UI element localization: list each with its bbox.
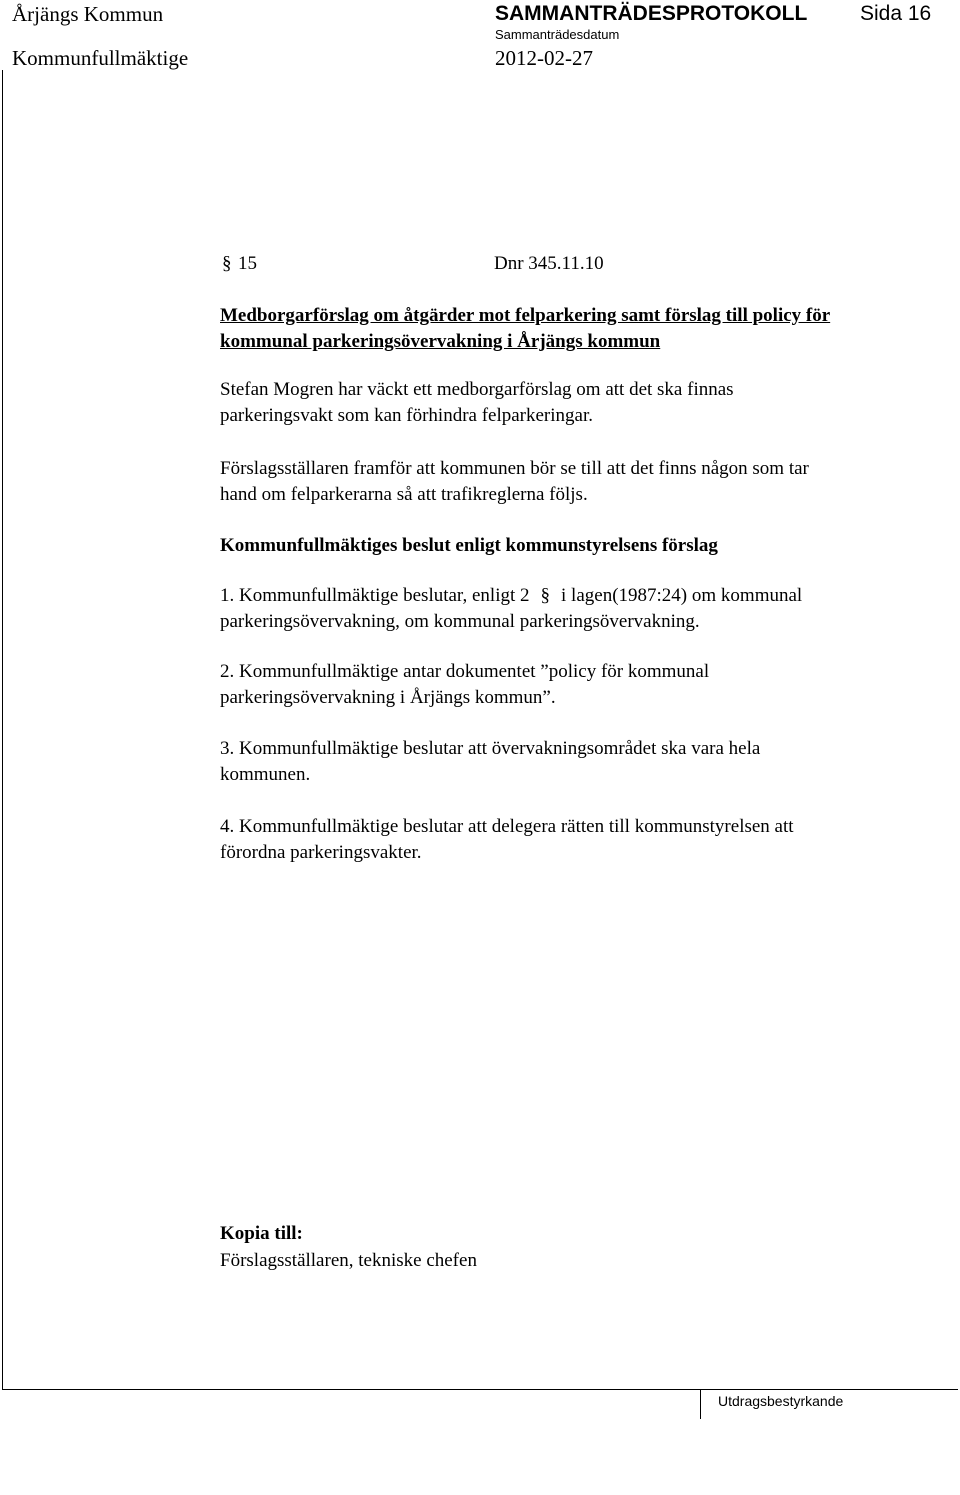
- item-heading-line-1: Medborgarförslag om åtgärder mot felparkering samt förslag till policy för: [220, 305, 831, 326]
- organization-name: Årjängs Kommun: [12, 2, 164, 26]
- decision-1-section-symbol: §: [540, 585, 551, 606]
- assembly-name: Kommunfullmäktige: [12, 46, 189, 70]
- decision-3-line-2: kommunen.: [220, 764, 311, 785]
- decision-3: [220, 736, 940, 788]
- left-margin-line: [2, 70, 3, 1390]
- decision-2-line-2: parkeringsövervakning i Årjängs kommun”.: [220, 687, 556, 708]
- decision-heading-text: Kommunfullmäktiges beslut enligt kommunstyrelsens förslag: [220, 535, 718, 556]
- footer-column-line: [700, 1389, 701, 1419]
- decision-4-line-2: förordna parkeringsvakter.: [220, 842, 422, 863]
- section-symbol: §: [222, 253, 232, 274]
- document-title: SAMMANTRÄDESPROTOKOLL: [495, 2, 808, 25]
- page-number: Sida 16: [860, 2, 932, 25]
- decision-1-text-start: 1. Kommunfullmäktige beslutar, enligt 2: [220, 585, 530, 606]
- proposal-paragraph: [220, 456, 940, 508]
- meeting-date-label: Sammanträdesdatum: [495, 27, 620, 42]
- proposal-line-2: hand om felparkerarna så att trafikreglerna följs.: [220, 484, 588, 505]
- attestation-label: Utdragsbestyrkande: [718, 1393, 844, 1409]
- decision-4-line-1: 4. Kommunfullmäktige beslutar att delegera rätten till kommunstyrelsen att: [220, 816, 794, 837]
- diary-number: Dnr 345.11.10: [494, 253, 604, 274]
- copy-recipients: Förslagsställaren, tekniske chefen: [220, 1250, 477, 1271]
- decision-heading: [220, 533, 940, 559]
- item-heading: [220, 303, 940, 355]
- footer-divider-line: [2, 1389, 958, 1390]
- decision-2-line-1: 2. Kommunfullmäktige antar dokumentet ”policy för kommunal: [220, 661, 710, 682]
- meeting-date: 2012-02-27: [495, 46, 593, 70]
- intro-line-2: parkeringsvakt som kan förhindra felparkeringar.: [220, 405, 594, 426]
- intro-paragraph: [220, 377, 940, 429]
- proposal-line-1: Förslagsställaren framför att kommunen bör se till att det finns någon som tar: [220, 458, 809, 479]
- decision-3-line-1: 3. Kommunfullmäktige beslutar att övervakningsområdet ska vara hela: [220, 738, 761, 759]
- intro-line-1: Stefan Mogren har väckt ett medborgarförslag om att det ska finnas: [220, 379, 734, 400]
- item-number: 15: [238, 253, 257, 274]
- decision-1-line-2: parkeringsövervakning, om kommunal parkeringsövervakning.: [220, 611, 700, 632]
- copy-section: [220, 1220, 940, 1274]
- decision-1-text-end: i lagen(1987:24) om kommunal: [561, 585, 803, 606]
- decision-4: [220, 814, 940, 866]
- item-heading-line-2: kommunal parkeringsövervakning i Årjängs kommun: [220, 331, 661, 352]
- decision-2: [220, 659, 940, 711]
- decision-1: [220, 583, 940, 635]
- decision-1-line-1: [220, 583, 940, 609]
- copy-label: Kopia till:: [220, 1223, 303, 1244]
